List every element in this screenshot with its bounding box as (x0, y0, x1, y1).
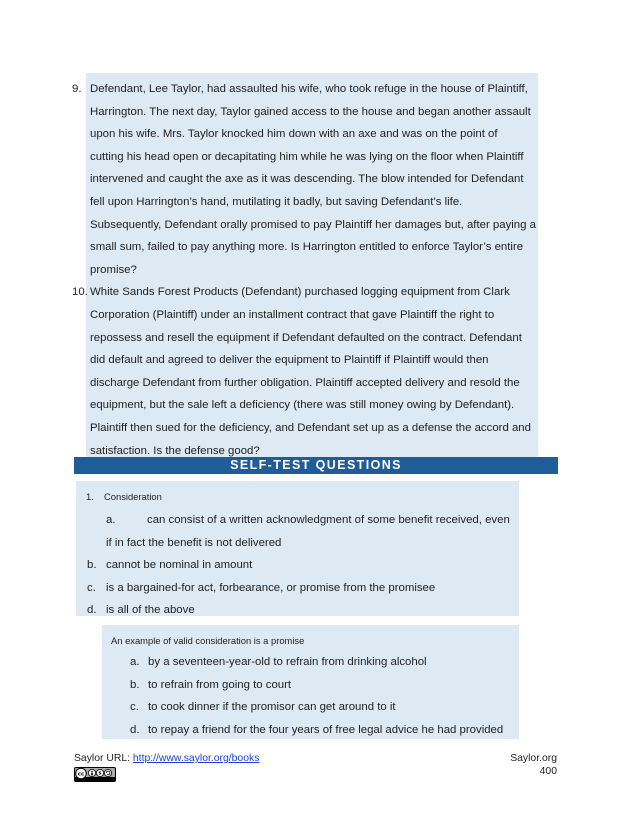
question-line: cutting his head open or decapitating him while he was lying on the floor when Plaintiff (90, 150, 524, 163)
question-line: upon his wife. Mrs. Taylor knocked him down with an axe and was on the point of (90, 128, 498, 141)
footer-url-label: Saylor URL: (74, 753, 133, 764)
option-text: by a seventeen-year-old to refrain from drinking alcohol (148, 656, 427, 668)
option-letter: c. (87, 581, 96, 594)
option-text: can consist of a written acknowledgment of some benefit received, even (147, 514, 510, 526)
cc-license-icon[interactable] (74, 767, 116, 782)
self-test-stem: Consideration (104, 491, 162, 502)
option-letter: d. (130, 723, 140, 736)
svg-text:cc: cc (77, 771, 85, 778)
option-text: is a bargained-for act, forbearance, or promise from the promisee (106, 581, 436, 594)
question-line: satisfaction. Is the defense good? (90, 444, 260, 457)
option-letter: d. (87, 604, 97, 617)
option-letter: a. (106, 514, 116, 526)
question-line: White Sands Forest Products (Defendant) purchased logging equipment from Clark (90, 286, 510, 299)
question-line: did default and agreed to deliver the equipment to Plaintiff if Plaintiff would then (90, 354, 489, 367)
footer-site: Saylor.org (510, 753, 557, 764)
option-letter: a. (130, 656, 140, 668)
option-letter: b. (130, 678, 140, 691)
question-number: 10. (72, 286, 88, 299)
option-text: is all of the above (106, 604, 195, 617)
svg-text:$: $ (98, 771, 102, 777)
self-test-number: 1. (86, 491, 94, 502)
question-line: small sum, failed to pay anything more. Is Harrington entitled to enforce Taylor’s entire (90, 241, 524, 254)
question-line: repossess and resell the equipment if Defendant defaulted on the contract. Defendant (90, 331, 522, 344)
question-line: fell upon Harrington’s hand, mutilating it badly, but saving Defendant’s life. (90, 196, 463, 208)
question-line: Harrington. The next day, Taylor gained access to the house and began another assault (90, 105, 531, 118)
option-text: to refrain from going to court (148, 678, 292, 691)
option-letter: b. (87, 559, 97, 572)
question-line: intervened and caught the axe as it was descending. The blow intended for Defendant (90, 173, 524, 186)
question-line: promise? (90, 263, 137, 276)
option-text: to repay a friend for the four years of free legal advice he had provided (148, 723, 504, 736)
question-number: 9. (72, 83, 82, 95)
option-text: cannot be nominal in amount (106, 559, 253, 572)
section-banner: SELF-TEST QUESTIONS (74, 457, 558, 474)
footer-url (74, 753, 259, 764)
page-number: 400 (539, 766, 557, 777)
footer-url-link[interactable]: http://www.saylor.org/books (132, 753, 260, 764)
question-line: Plaintiff then sued for the deficiency, and Defendant set up as a defense the accord and (90, 422, 531, 434)
question-line: equipment, but the sale left a deficiency (there was still money owing by Defendant). (90, 399, 515, 412)
option-letter: c. (130, 701, 139, 714)
option-text: to cook dinner if the promisor can get around to it (148, 701, 396, 714)
question-line: Subsequently, Defendant orally promised to pay Plaintiff her damages but, after paying a (90, 218, 536, 231)
question-line: discharge Defendant from further obligation. Plaintiff accepted delivery and resold the (90, 376, 520, 389)
self-test-stem: An example of valid consideration is a promise (111, 635, 305, 646)
option-text: if in fact the benefit is not delivered (106, 536, 282, 549)
question-line: Defendant, Lee Taylor, had assaulted his wife, who took refuge in the house of Plaintiff, (90, 83, 528, 95)
question-line: Corporation (Plaintiff) under an installment contract that gave Plaintiff the right to (90, 309, 495, 321)
